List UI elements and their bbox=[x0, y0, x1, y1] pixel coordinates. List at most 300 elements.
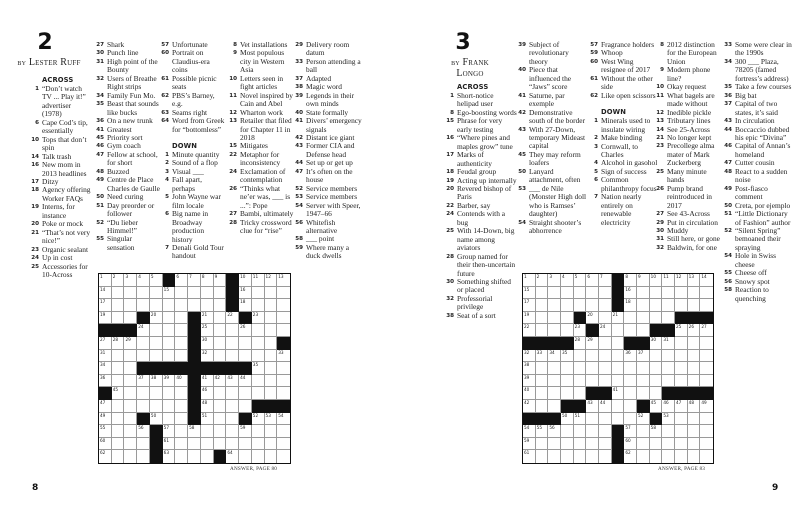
grid-cell[interactable] bbox=[662, 400, 675, 413]
grid-cell[interactable] bbox=[650, 438, 663, 451]
grid-cell[interactable] bbox=[536, 312, 549, 325]
grid-cell[interactable] bbox=[226, 450, 239, 463]
grid-cell[interactable] bbox=[137, 274, 150, 287]
grid-cell[interactable] bbox=[599, 287, 612, 300]
grid-cell[interactable] bbox=[201, 387, 214, 400]
grid-cell[interactable] bbox=[201, 425, 214, 438]
grid-cell[interactable] bbox=[214, 375, 227, 388]
crossword-grid[interactable] bbox=[522, 273, 714, 464]
grid-cell[interactable] bbox=[99, 299, 112, 312]
grid-cell[interactable] bbox=[175, 387, 188, 400]
grid-cell[interactable] bbox=[239, 450, 252, 463]
grid-cell[interactable] bbox=[201, 312, 214, 325]
grid-cell[interactable] bbox=[700, 287, 713, 300]
grid-cell[interactable] bbox=[637, 375, 650, 388]
grid-cell[interactable] bbox=[188, 450, 201, 463]
grid-cell[interactable] bbox=[662, 413, 675, 426]
grid-cell[interactable] bbox=[536, 350, 549, 363]
grid-cell[interactable] bbox=[137, 287, 150, 300]
grid-cell[interactable] bbox=[688, 400, 701, 413]
grid-cell[interactable] bbox=[124, 375, 137, 388]
grid-cell[interactable] bbox=[599, 438, 612, 451]
grid-cell[interactable] bbox=[586, 438, 599, 451]
grid-cell[interactable] bbox=[650, 274, 663, 287]
grid-cell[interactable] bbox=[175, 299, 188, 312]
grid-cell[interactable] bbox=[214, 324, 227, 337]
grid-cell[interactable] bbox=[252, 287, 265, 300]
grid-cell[interactable] bbox=[175, 324, 188, 337]
grid-cell[interactable] bbox=[188, 438, 201, 451]
grid-cell[interactable] bbox=[700, 299, 713, 312]
grid-cell[interactable] bbox=[700, 350, 713, 363]
grid-cell[interactable] bbox=[214, 287, 227, 300]
grid-cell[interactable] bbox=[574, 450, 587, 463]
grid-cell[interactable] bbox=[239, 425, 252, 438]
grid-cell[interactable] bbox=[201, 299, 214, 312]
grid-cell[interactable] bbox=[586, 375, 599, 388]
grid-cell[interactable] bbox=[137, 400, 150, 413]
grid-cell[interactable] bbox=[688, 362, 701, 375]
grid-cell[interactable] bbox=[650, 400, 663, 413]
grid-cell[interactable] bbox=[112, 438, 125, 451]
grid-cell[interactable] bbox=[239, 350, 252, 363]
grid-cell[interactable] bbox=[201, 375, 214, 388]
grid-cell[interactable] bbox=[561, 312, 574, 325]
grid-cell[interactable] bbox=[265, 425, 278, 438]
grid-cell[interactable] bbox=[574, 413, 587, 426]
grid-cell[interactable] bbox=[112, 337, 125, 350]
grid-cell[interactable] bbox=[99, 400, 112, 413]
grid-cell[interactable] bbox=[175, 450, 188, 463]
grid-cell[interactable] bbox=[637, 324, 650, 337]
grid-cell[interactable] bbox=[561, 438, 574, 451]
grid-cell[interactable] bbox=[150, 299, 163, 312]
grid-cell[interactable] bbox=[675, 287, 688, 300]
grid-cell[interactable] bbox=[637, 350, 650, 363]
grid-cell[interactable] bbox=[252, 324, 265, 337]
grid-cell[interactable] bbox=[688, 413, 701, 426]
grid-cell[interactable] bbox=[226, 375, 239, 388]
grid-cell[interactable] bbox=[624, 400, 637, 413]
grid-cell[interactable] bbox=[675, 362, 688, 375]
grid-cell[interactable] bbox=[548, 387, 561, 400]
grid-cell[interactable] bbox=[548, 312, 561, 325]
grid-cell[interactable] bbox=[252, 350, 265, 363]
grid-cell[interactable] bbox=[277, 362, 290, 375]
grid-cell[interactable] bbox=[586, 312, 599, 325]
grid-cell[interactable] bbox=[662, 299, 675, 312]
grid-cell[interactable] bbox=[265, 350, 278, 363]
grid-cell[interactable] bbox=[150, 400, 163, 413]
grid-cell[interactable] bbox=[650, 350, 663, 363]
grid-cell[interactable] bbox=[201, 287, 214, 300]
grid-cell[interactable] bbox=[277, 350, 290, 363]
grid-cell[interactable] bbox=[700, 413, 713, 426]
grid-cell[interactable] bbox=[675, 400, 688, 413]
grid-cell[interactable] bbox=[700, 425, 713, 438]
grid-cell[interactable] bbox=[700, 362, 713, 375]
grid-cell[interactable] bbox=[548, 425, 561, 438]
grid-cell[interactable] bbox=[599, 375, 612, 388]
grid-cell[interactable] bbox=[675, 413, 688, 426]
grid-cell[interactable] bbox=[175, 425, 188, 438]
grid-cell[interactable] bbox=[523, 299, 536, 312]
grid-cell[interactable] bbox=[624, 375, 637, 388]
grid-cell[interactable] bbox=[277, 312, 290, 325]
grid-cell[interactable] bbox=[675, 375, 688, 388]
grid-cell[interactable] bbox=[700, 375, 713, 388]
grid-cell[interactable] bbox=[700, 400, 713, 413]
grid-cell[interactable] bbox=[624, 350, 637, 363]
grid-cell[interactable] bbox=[175, 274, 188, 287]
grid-cell[interactable] bbox=[265, 450, 278, 463]
grid-cell[interactable] bbox=[175, 375, 188, 388]
grid-cell[interactable] bbox=[112, 425, 125, 438]
grid-cell[interactable] bbox=[548, 274, 561, 287]
grid-cell[interactable] bbox=[252, 274, 265, 287]
grid-cell[interactable] bbox=[163, 299, 176, 312]
grid-cell[interactable] bbox=[688, 274, 701, 287]
grid-cell[interactable] bbox=[536, 425, 549, 438]
grid-cell[interactable] bbox=[265, 324, 278, 337]
grid-cell[interactable] bbox=[548, 287, 561, 300]
grid-cell[interactable] bbox=[548, 438, 561, 451]
grid-cell[interactable] bbox=[624, 425, 637, 438]
grid-cell[interactable] bbox=[214, 438, 227, 451]
grid-cell[interactable] bbox=[124, 438, 137, 451]
grid-cell[interactable] bbox=[252, 362, 265, 375]
grid-cell[interactable] bbox=[124, 274, 137, 287]
grid-cell[interactable] bbox=[99, 312, 112, 325]
grid-cell[interactable] bbox=[163, 425, 176, 438]
grid-cell[interactable] bbox=[214, 337, 227, 350]
grid-cell[interactable] bbox=[536, 438, 549, 451]
grid-cell[interactable] bbox=[163, 450, 176, 463]
grid-cell[interactable] bbox=[150, 350, 163, 363]
grid-cell[interactable] bbox=[214, 400, 227, 413]
grid-cell[interactable] bbox=[612, 312, 625, 325]
grid-cell[interactable] bbox=[214, 425, 227, 438]
grid-cell[interactable] bbox=[252, 450, 265, 463]
grid-cell[interactable] bbox=[226, 413, 239, 426]
grid-cell[interactable] bbox=[548, 400, 561, 413]
grid-cell[interactable] bbox=[688, 375, 701, 388]
grid-cell[interactable] bbox=[99, 362, 112, 375]
grid-cell[interactable] bbox=[650, 375, 663, 388]
grid-cell[interactable] bbox=[523, 400, 536, 413]
grid-cell[interactable] bbox=[523, 324, 536, 337]
grid-cell[interactable] bbox=[252, 425, 265, 438]
grid-cell[interactable] bbox=[675, 324, 688, 337]
crossword-grid[interactable] bbox=[98, 273, 291, 464]
grid-cell[interactable] bbox=[536, 450, 549, 463]
grid-cell[interactable] bbox=[226, 324, 239, 337]
grid-cell[interactable] bbox=[124, 350, 137, 363]
grid-cell[interactable] bbox=[226, 400, 239, 413]
grid-cell[interactable] bbox=[637, 438, 650, 451]
grid-cell[interactable] bbox=[112, 413, 125, 426]
grid-cell[interactable] bbox=[239, 400, 252, 413]
grid-cell[interactable] bbox=[277, 375, 290, 388]
grid-cell[interactable] bbox=[523, 274, 536, 287]
grid-cell[interactable] bbox=[688, 425, 701, 438]
grid-cell[interactable] bbox=[277, 274, 290, 287]
grid-cell[interactable] bbox=[700, 438, 713, 451]
grid-cell[interactable] bbox=[265, 287, 278, 300]
grid-cell[interactable] bbox=[163, 324, 176, 337]
grid-cell[interactable] bbox=[599, 299, 612, 312]
grid-cell[interactable] bbox=[265, 362, 278, 375]
grid-cell[interactable] bbox=[124, 362, 137, 375]
grid-cell[interactable] bbox=[688, 299, 701, 312]
grid-cell[interactable] bbox=[99, 337, 112, 350]
grid-cell[interactable] bbox=[277, 387, 290, 400]
grid-cell[interactable] bbox=[99, 350, 112, 363]
grid-cell[interactable] bbox=[574, 274, 587, 287]
grid-cell[interactable] bbox=[637, 299, 650, 312]
grid-cell[interactable] bbox=[662, 438, 675, 451]
grid-cell[interactable] bbox=[574, 425, 587, 438]
grid-cell[interactable] bbox=[599, 450, 612, 463]
grid-cell[interactable] bbox=[226, 350, 239, 363]
grid-cell[interactable] bbox=[536, 274, 549, 287]
grid-cell[interactable] bbox=[574, 324, 587, 337]
grid-cell[interactable] bbox=[226, 425, 239, 438]
grid-cell[interactable] bbox=[675, 337, 688, 350]
grid-cell[interactable] bbox=[612, 350, 625, 363]
grid-cell[interactable] bbox=[124, 312, 137, 325]
grid-cell[interactable] bbox=[163, 350, 176, 363]
grid-cell[interactable] bbox=[662, 350, 675, 363]
grid-cell[interactable] bbox=[124, 299, 137, 312]
grid-cell[interactable] bbox=[188, 287, 201, 300]
grid-cell[interactable] bbox=[252, 337, 265, 350]
grid-cell[interactable] bbox=[150, 274, 163, 287]
grid-cell[interactable] bbox=[675, 350, 688, 363]
grid-cell[interactable] bbox=[650, 299, 663, 312]
grid-cell[interactable] bbox=[239, 287, 252, 300]
grid-cell[interactable] bbox=[112, 387, 125, 400]
grid-cell[interactable] bbox=[612, 413, 625, 426]
grid-cell[interactable] bbox=[239, 324, 252, 337]
grid-cell[interactable] bbox=[137, 324, 150, 337]
grid-cell[interactable] bbox=[586, 337, 599, 350]
grid-cell[interactable] bbox=[561, 350, 574, 363]
grid-cell[interactable] bbox=[662, 375, 675, 388]
grid-cell[interactable] bbox=[201, 274, 214, 287]
grid-cell[interactable] bbox=[112, 299, 125, 312]
grid-cell[interactable] bbox=[137, 337, 150, 350]
grid-cell[interactable] bbox=[99, 450, 112, 463]
grid-cell[interactable] bbox=[226, 337, 239, 350]
grid-cell[interactable] bbox=[150, 375, 163, 388]
grid-cell[interactable] bbox=[150, 387, 163, 400]
grid-cell[interactable] bbox=[662, 312, 675, 325]
grid-cell[interactable] bbox=[265, 438, 278, 451]
grid-cell[interactable] bbox=[637, 425, 650, 438]
grid-cell[interactable] bbox=[599, 362, 612, 375]
grid-cell[interactable] bbox=[624, 438, 637, 451]
grid-cell[interactable] bbox=[124, 337, 137, 350]
grid-cell[interactable] bbox=[586, 362, 599, 375]
grid-cell[interactable] bbox=[586, 287, 599, 300]
grid-cell[interactable] bbox=[574, 337, 587, 350]
grid-cell[interactable] bbox=[662, 425, 675, 438]
grid-cell[interactable] bbox=[239, 438, 252, 451]
grid-cell[interactable] bbox=[688, 350, 701, 363]
grid-cell[interactable] bbox=[112, 400, 125, 413]
grid-cell[interactable] bbox=[265, 413, 278, 426]
grid-cell[interactable] bbox=[662, 362, 675, 375]
grid-cell[interactable] bbox=[175, 400, 188, 413]
grid-cell[interactable] bbox=[112, 312, 125, 325]
grid-cell[interactable] bbox=[112, 375, 125, 388]
grid-cell[interactable] bbox=[150, 413, 163, 426]
grid-cell[interactable] bbox=[675, 425, 688, 438]
grid-cell[interactable] bbox=[624, 274, 637, 287]
grid-cell[interactable] bbox=[561, 299, 574, 312]
grid-cell[interactable] bbox=[226, 438, 239, 451]
grid-cell[interactable] bbox=[688, 450, 701, 463]
grid-cell[interactable] bbox=[137, 299, 150, 312]
grid-cell[interactable] bbox=[163, 375, 176, 388]
grid-cell[interactable] bbox=[124, 287, 137, 300]
grid-cell[interactable] bbox=[163, 287, 176, 300]
grid-cell[interactable] bbox=[252, 312, 265, 325]
grid-cell[interactable] bbox=[214, 350, 227, 363]
grid-cell[interactable] bbox=[112, 362, 125, 375]
grid-cell[interactable] bbox=[637, 274, 650, 287]
grid-cell[interactable] bbox=[612, 400, 625, 413]
grid-cell[interactable] bbox=[624, 362, 637, 375]
grid-cell[interactable] bbox=[574, 350, 587, 363]
grid-cell[interactable] bbox=[112, 450, 125, 463]
grid-cell[interactable] bbox=[265, 312, 278, 325]
grid-cell[interactable] bbox=[214, 312, 227, 325]
grid-cell[interactable] bbox=[536, 387, 549, 400]
grid-cell[interactable] bbox=[201, 350, 214, 363]
grid-cell[interactable] bbox=[265, 375, 278, 388]
grid-cell[interactable] bbox=[214, 274, 227, 287]
grid-cell[interactable] bbox=[548, 350, 561, 363]
grid-cell[interactable] bbox=[523, 312, 536, 325]
grid-cell[interactable] bbox=[137, 350, 150, 363]
grid-cell[interactable] bbox=[637, 312, 650, 325]
grid-cell[interactable] bbox=[599, 337, 612, 350]
grid-cell[interactable] bbox=[175, 350, 188, 363]
grid-cell[interactable] bbox=[137, 375, 150, 388]
grid-cell[interactable] bbox=[277, 450, 290, 463]
grid-cell[interactable] bbox=[277, 425, 290, 438]
grid-cell[interactable] bbox=[226, 312, 239, 325]
grid-cell[interactable] bbox=[277, 438, 290, 451]
grid-cell[interactable] bbox=[586, 274, 599, 287]
grid-cell[interactable] bbox=[163, 312, 176, 325]
grid-cell[interactable] bbox=[561, 450, 574, 463]
grid-cell[interactable] bbox=[239, 375, 252, 388]
grid-cell[interactable] bbox=[624, 387, 637, 400]
grid-cell[interactable] bbox=[599, 400, 612, 413]
grid-cell[interactable] bbox=[137, 387, 150, 400]
grid-cell[interactable] bbox=[252, 387, 265, 400]
grid-cell[interactable] bbox=[201, 438, 214, 451]
grid-cell[interactable] bbox=[561, 324, 574, 337]
grid-cell[interactable] bbox=[112, 350, 125, 363]
grid-cell[interactable] bbox=[586, 450, 599, 463]
grid-cell[interactable] bbox=[163, 413, 176, 426]
grid-cell[interactable] bbox=[163, 400, 176, 413]
grid-cell[interactable] bbox=[599, 350, 612, 363]
grid-cell[interactable] bbox=[124, 400, 137, 413]
grid-cell[interactable] bbox=[265, 299, 278, 312]
grid-cell[interactable] bbox=[612, 387, 625, 400]
grid-cell[interactable] bbox=[624, 450, 637, 463]
grid-cell[interactable] bbox=[624, 413, 637, 426]
grid-cell[interactable] bbox=[201, 324, 214, 337]
grid-cell[interactable] bbox=[574, 362, 587, 375]
grid-cell[interactable] bbox=[277, 324, 290, 337]
grid-cell[interactable] bbox=[536, 299, 549, 312]
grid-cell[interactable] bbox=[112, 287, 125, 300]
grid-cell[interactable] bbox=[650, 450, 663, 463]
grid-cell[interactable] bbox=[574, 387, 587, 400]
grid-cell[interactable] bbox=[624, 312, 637, 325]
grid-cell[interactable] bbox=[214, 387, 227, 400]
grid-cell[interactable] bbox=[700, 337, 713, 350]
grid-cell[interactable] bbox=[548, 324, 561, 337]
grid-cell[interactable] bbox=[99, 425, 112, 438]
grid-cell[interactable] bbox=[137, 438, 150, 451]
grid-cell[interactable] bbox=[574, 375, 587, 388]
grid-cell[interactable] bbox=[662, 450, 675, 463]
grid-cell[interactable] bbox=[239, 337, 252, 350]
grid-cell[interactable] bbox=[239, 274, 252, 287]
grid-cell[interactable] bbox=[650, 312, 663, 325]
grid-cell[interactable] bbox=[137, 450, 150, 463]
grid-cell[interactable] bbox=[586, 413, 599, 426]
grid-cell[interactable] bbox=[277, 413, 290, 426]
grid-cell[interactable] bbox=[662, 274, 675, 287]
grid-cell[interactable] bbox=[586, 425, 599, 438]
grid-cell[interactable] bbox=[675, 274, 688, 287]
grid-cell[interactable] bbox=[523, 375, 536, 388]
grid-cell[interactable] bbox=[662, 287, 675, 300]
grid-cell[interactable] bbox=[239, 299, 252, 312]
grid-cell[interactable] bbox=[124, 413, 137, 426]
grid-cell[interactable] bbox=[599, 425, 612, 438]
grid-cell[interactable] bbox=[150, 337, 163, 350]
grid-cell[interactable] bbox=[252, 413, 265, 426]
grid-cell[interactable] bbox=[536, 400, 549, 413]
grid-cell[interactable] bbox=[523, 350, 536, 363]
grid-cell[interactable] bbox=[688, 324, 701, 337]
grid-cell[interactable] bbox=[561, 287, 574, 300]
grid-cell[interactable] bbox=[700, 324, 713, 337]
grid-cell[interactable] bbox=[586, 350, 599, 363]
grid-cell[interactable] bbox=[99, 375, 112, 388]
grid-cell[interactable] bbox=[561, 375, 574, 388]
grid-cell[interactable] bbox=[700, 450, 713, 463]
grid-cell[interactable] bbox=[252, 375, 265, 388]
grid-cell[interactable] bbox=[624, 299, 637, 312]
grid-cell[interactable] bbox=[536, 287, 549, 300]
grid-cell[interactable] bbox=[624, 324, 637, 337]
grid-cell[interactable] bbox=[188, 299, 201, 312]
grid-cell[interactable] bbox=[561, 425, 574, 438]
grid-cell[interactable] bbox=[175, 438, 188, 451]
grid-cell[interactable] bbox=[637, 287, 650, 300]
grid-cell[interactable] bbox=[252, 299, 265, 312]
